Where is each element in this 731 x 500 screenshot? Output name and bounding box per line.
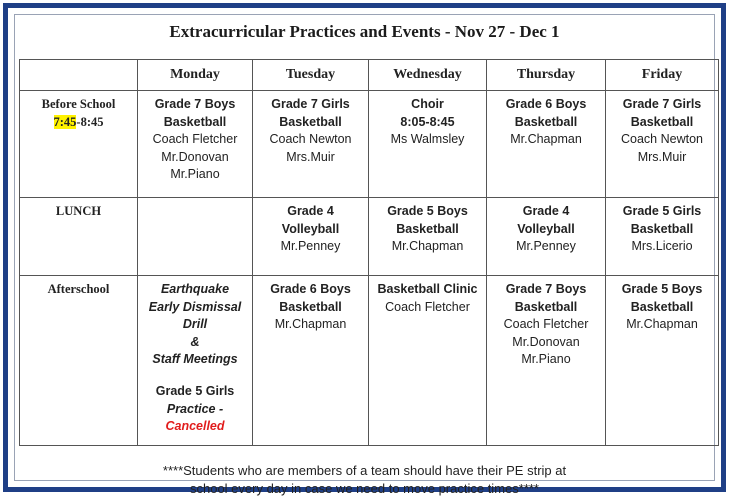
day-header-wednesday: Wednesday bbox=[369, 60, 487, 91]
staff-line: Mr.Penney bbox=[516, 239, 576, 254]
staff-line: Ms Walmsley bbox=[390, 132, 465, 147]
staff-line: Coach Fletcher bbox=[152, 132, 238, 147]
team-line: Grade 4 bbox=[287, 204, 334, 218]
day-header-thursday: Thursday bbox=[487, 60, 606, 91]
footnote-line: ****Students who are members of a team should have their PE strip at bbox=[162, 463, 567, 478]
staff-line: Mr.Chapman bbox=[391, 239, 464, 254]
team-line: Volleyball bbox=[517, 221, 575, 236]
cell-before-wednesday bbox=[369, 91, 487, 198]
team-line: Basketball Clinic bbox=[377, 282, 478, 296]
row-label-lunch: LUNCH bbox=[20, 198, 138, 276]
team-line: Grade 5 Boys bbox=[621, 282, 703, 296]
day-header-friday: Friday bbox=[606, 60, 719, 91]
cancelled-label: Cancelled bbox=[165, 419, 225, 434]
team-line: Grade 6 Boys bbox=[505, 97, 587, 111]
team-line: Basketball bbox=[279, 114, 342, 129]
cell-lunch-thursday bbox=[487, 198, 606, 276]
team-line: Basketball bbox=[163, 114, 227, 129]
team-line: Basketball bbox=[514, 114, 578, 129]
cell-after-friday bbox=[606, 276, 719, 446]
team-line: Basketball bbox=[514, 299, 578, 314]
team-line: Basketball bbox=[630, 221, 694, 236]
team-line: Grade 5 Girls bbox=[622, 204, 702, 218]
schedule-frame bbox=[3, 3, 726, 496]
staff-line: Mr.Penney bbox=[280, 239, 341, 254]
cell-lunch-tuesday bbox=[253, 198, 369, 276]
cell-lunch-monday bbox=[138, 198, 253, 276]
team-line: Volleyball bbox=[281, 221, 340, 236]
event-line: Drill bbox=[182, 317, 208, 332]
team-line: 8:05-8:45 bbox=[400, 114, 455, 129]
row-lunch bbox=[20, 198, 719, 276]
page-title: Extracurricular Practices and Events - Nov 27 - Dec 1 bbox=[169, 22, 560, 41]
team-line: Basketball bbox=[279, 299, 342, 314]
row-before-school bbox=[20, 91, 719, 198]
team-line: Grade 7 Boys bbox=[154, 97, 236, 111]
cell-lunch-friday bbox=[606, 198, 719, 276]
footnote-line: school every day in case we need to move practice times**** bbox=[189, 481, 539, 496]
before-school-time bbox=[22, 114, 135, 132]
event-line: Staff Meetings bbox=[152, 352, 238, 367]
team-line: Grade 4 bbox=[522, 204, 570, 218]
event-line: & bbox=[190, 334, 200, 349]
team-line: Grade 6 Boys bbox=[270, 282, 351, 296]
team-line: Grade 5 Girls bbox=[155, 383, 235, 398]
staff-line: Mrs.Muir bbox=[637, 149, 687, 164]
schedule-inner bbox=[14, 14, 715, 496]
event-line: Earthquake bbox=[160, 282, 230, 296]
staff-line: Mr.Donovan bbox=[161, 149, 229, 164]
row-label-afterschool: Afterschool bbox=[20, 276, 138, 446]
header-row bbox=[20, 60, 719, 91]
cell-before-friday bbox=[606, 91, 719, 198]
cell-after-tuesday bbox=[253, 276, 369, 446]
staff-line: Coach Fletcher bbox=[385, 299, 470, 314]
corner-cell bbox=[20, 60, 138, 91]
cell-before-monday bbox=[138, 91, 253, 198]
row-label-before-school bbox=[20, 91, 138, 198]
staff-line: Mr.Chapman bbox=[626, 317, 698, 332]
staff-line: Mr.Chapman bbox=[510, 132, 582, 147]
team-line: Basketball bbox=[396, 221, 459, 236]
team-line: Choir bbox=[411, 97, 444, 111]
staff-line: Mr.Chapman bbox=[274, 317, 347, 332]
cell-lunch-wednesday bbox=[369, 198, 487, 276]
staff-line: Mrs.Licerio bbox=[631, 239, 693, 254]
before-school-label: Before School bbox=[41, 97, 116, 111]
cell-before-tuesday bbox=[253, 91, 369, 198]
staff-line: Coach Newton bbox=[621, 132, 703, 147]
cell-after-wednesday bbox=[369, 276, 487, 446]
time-highlight: 7:45 bbox=[53, 114, 77, 129]
staff-line: Coach Newton bbox=[269, 132, 352, 147]
staff-line: Coach Fletcher bbox=[503, 317, 589, 332]
staff-line: Mr.Donovan bbox=[512, 334, 580, 349]
day-header-monday: Monday bbox=[138, 60, 253, 91]
spacer bbox=[140, 369, 250, 383]
row-afterschool bbox=[20, 276, 719, 446]
team-line: Grade 7 Girls bbox=[622, 97, 702, 111]
team-line: Grade 5 Boys bbox=[387, 204, 468, 218]
day-header-tuesday: Tuesday bbox=[253, 60, 369, 91]
team-line: Basketball bbox=[630, 114, 694, 129]
team-line: Grade 7 Boys bbox=[505, 282, 587, 296]
cell-after-thursday bbox=[487, 276, 606, 446]
cell-after-monday bbox=[138, 276, 253, 446]
staff-line: Mrs.Muir bbox=[286, 149, 335, 164]
time-rest: -8:45 bbox=[76, 114, 104, 129]
cell-before-thursday bbox=[487, 91, 606, 198]
schedule-table bbox=[19, 59, 719, 446]
event-line: Early Dismissal bbox=[148, 299, 242, 314]
staff-line: Mr.Piano bbox=[521, 352, 571, 367]
team-line: Basketball bbox=[630, 299, 694, 314]
team-line: Grade 7 Girls bbox=[271, 97, 350, 111]
practice-line: Practice - bbox=[166, 401, 224, 416]
footnote bbox=[15, 462, 714, 498]
staff-line: Mr.Piano bbox=[170, 167, 220, 182]
